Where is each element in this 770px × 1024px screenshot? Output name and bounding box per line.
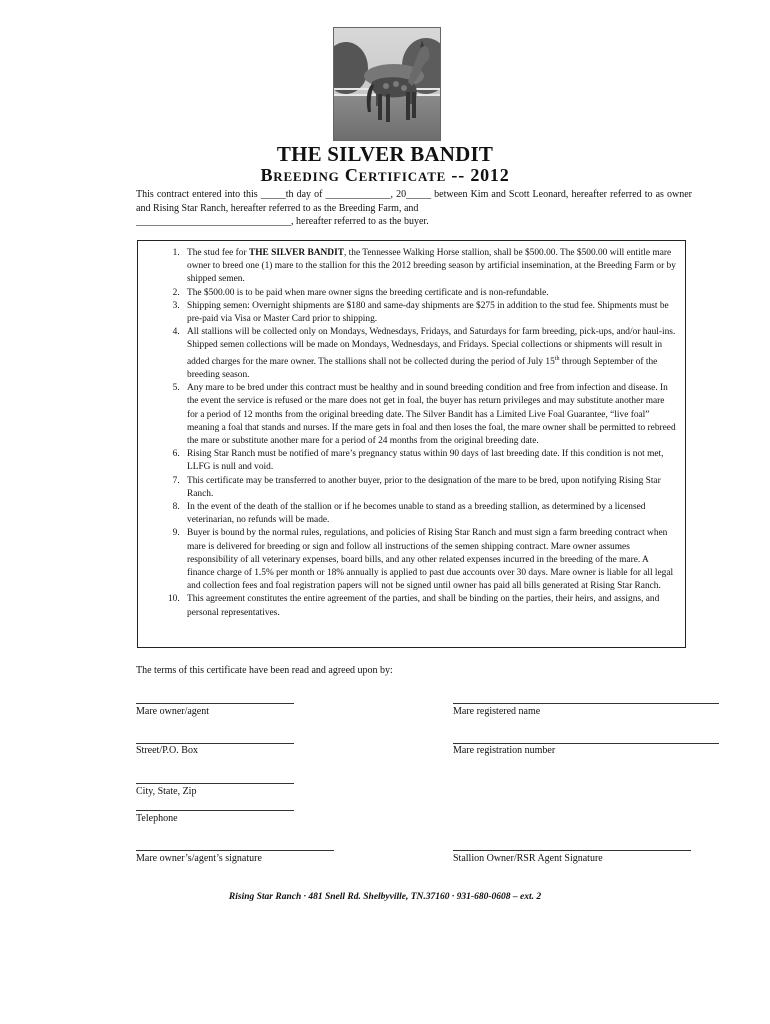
mare-registered-name-line[interactable]	[453, 703, 719, 704]
term-item-7: 7. This certificate may be transferred to another buyer, prior to the designation of the mare to be bred, upon notifying Rising Star Ranch.	[182, 475, 677, 501]
term-item-1	[182, 247, 677, 287]
horse-photo-icon	[333, 27, 441, 141]
telephone-label: Telephone	[136, 813, 178, 824]
mare-registration-number-line[interactable]	[453, 743, 719, 744]
term-item-8: 8. In the event of the death of the stallion or if he becomes unable to stand as a breeding stallion, as determined by a licensed veterinarian, no refunds will be made.	[182, 501, 677, 527]
terms-list-box	[137, 240, 686, 648]
term-1-pre: The stud fee for	[187, 248, 249, 258]
mare-owner-agent-label: Mare owner/agent	[136, 706, 210, 717]
mare-owner-agent-line[interactable]	[136, 703, 294, 704]
stallion-name: THE SILVER BANDIT	[248, 248, 344, 258]
city-state-zip-line[interactable]	[136, 783, 294, 784]
ranch-address-footer: Rising Star Ranch · 481 Snell Rd. Shelbyville, TN.37160 · 931-680-0608 – ext. 2	[228, 892, 542, 902]
agreement-statement: The terms of this certificate have been read and agreed upon by:	[136, 665, 393, 676]
intro-line-2: _______________________________, hereafter referred to as the buyer.	[136, 216, 429, 227]
intro-line-1: This contract entered into this _____th day of _____________, 20_____ between Kim and Scott Leonard, hereafter referred to as owner and Rising Star Ranch, hereafter referred to as the Breeding Farm, and	[136, 189, 692, 214]
term-4-pre: All stallions will be collected only on Mondays, Wednesdays, Fridays, and Saturdays for farm breeding, pick-ups, and/or haul-ins. Shipped semen collections will be made on Mondays, Wednesdays, and Fridays. Special collections or shipments will result in added charges for the mare owner. The stallions shall not be collected during the period of July 15	[187, 327, 676, 367]
page-title: THE SILVER BANDIT	[276, 142, 494, 166]
owner-signature-line[interactable]	[136, 850, 334, 851]
certificate-subtitle: Breeding Certificate -- 2012	[260, 165, 510, 185]
term-1-post: , the Tennessee Walking Horse stallion, shall be $500.00. The $500.00 will entitle mare owner to breed one (1) mare to the stallion for this the 2012 breeding season by artificial insemination, at the Breeding Farm or by shipped semen.	[187, 248, 676, 285]
term-item-4	[182, 326, 677, 382]
term-item-6: 6. Rising Star Ranch must be notified of mare’s pregnancy status within 90 days of last breeding date. If this condition is not met, LLFG is null and void.	[182, 448, 677, 474]
term-item-3: 3. Shipping semen: Overnight shipments are $180 and same-day shipments are $275 in addition to the stud fee. Shipments must be pre-paid via Visa or Master Card prior to shipping.	[182, 300, 677, 326]
street-po-box-line[interactable]	[136, 743, 294, 744]
terms-list	[146, 247, 677, 620]
stallion-owner-signature-line[interactable]	[453, 850, 691, 851]
stallion-owner-signature-label: Stallion Owner/RSR Agent Signature	[453, 853, 603, 864]
term-4-post: through September of the breeding season.	[187, 356, 658, 380]
mare-registered-name-label: Mare registered name	[453, 706, 541, 717]
term-4-superscript: th	[554, 355, 560, 362]
term-item-2: 2. The $500.00 is to be paid when mare owner signs the breeding certificate and is non-refundable.	[182, 287, 677, 300]
term-item-10: 10. This agreement constitutes the entire agreement of the parties, and shall be binding on the parties, their heirs, and assigns, and personal representatives.	[182, 593, 677, 619]
owner-signature-label: Mare owner’s/agent’s signature	[136, 853, 262, 864]
mare-registration-number-label: Mare registration number	[453, 745, 556, 756]
term-item-9: 9. Buyer is bound by the normal rules, regulations, and policies of Rising Star Ranch and must sign a farm breeding contract when mare is delivered for breeding or sign and follow all instructions of the semen shipping contract. Mare owner assumes responsibility of all veterinary expenses, board bills, and any other related expenses incurred in the breeding of the mare. A finance charge of 1.5% per month or 18% annually is applied to past due accounts over 30 days. Mare owner is liable for all legal and collection fees and foal registration papers will not be signed until owner has paid all bills generated at Rising Star Ranch.	[182, 527, 677, 593]
city-state-zip-label: City, State, Zip	[136, 786, 197, 797]
street-po-box-label: Street/P.O. Box	[136, 745, 198, 756]
term-item-5: 5. Any mare to be bred under this contract must be healthy and in sound breeding condition and free from infection and disease. In the event the service is refused or the mare does not get in foal, the buyer has return privileges and may substitute another mare for a period of 12 months from the original breeding date. The Silver Bandit has a Limited Live Foal Guarantee, “live foal” meaning a foal that stands and nurses. If the mare gets in foal and then loses the foal, the mare owner shall be permitted to rebreed the mare or substitute another mare for a period of 24 months from the original breeding date.	[182, 382, 677, 448]
contract-intro	[136, 188, 692, 229]
telephone-line[interactable]	[136, 810, 294, 811]
